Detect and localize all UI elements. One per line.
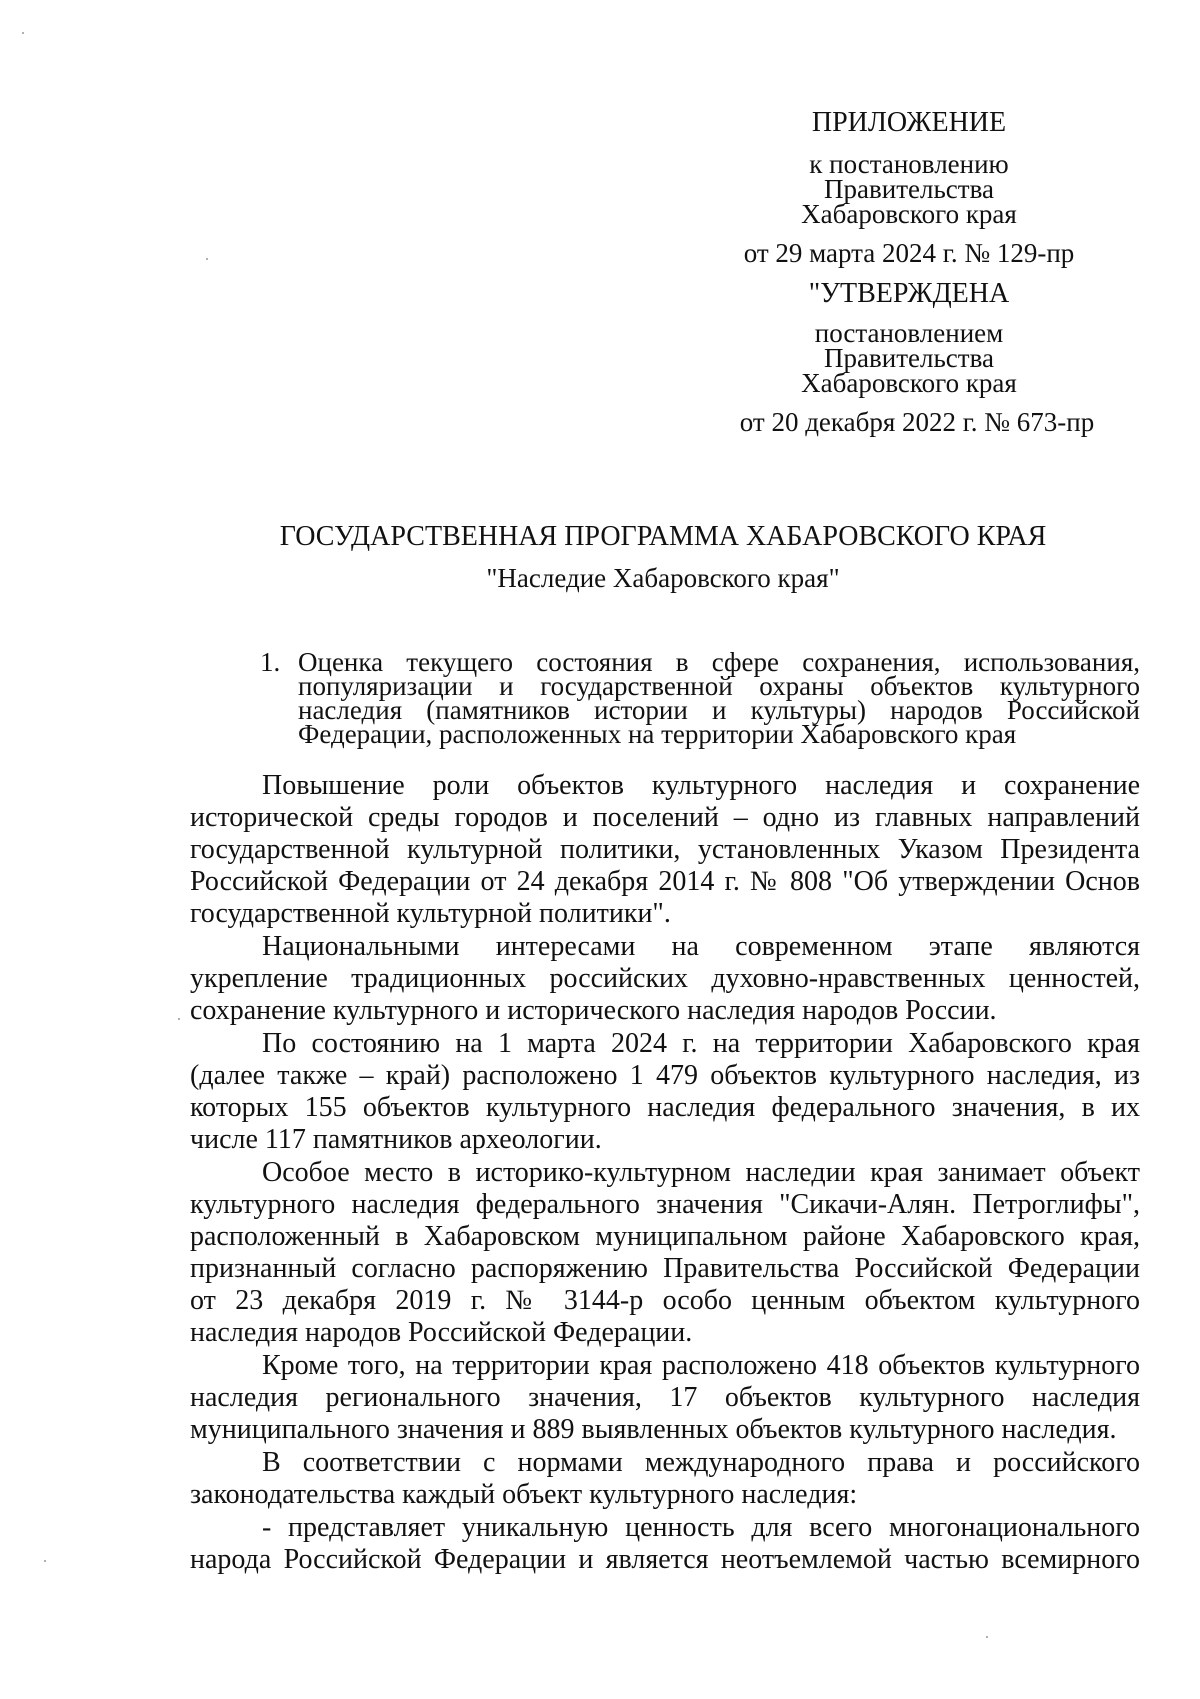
paragraph-line: исторической среды городов и поселений – одно из главных направлений	[190, 802, 1140, 833]
paragraph-line: Кроме того, на территории края расположено 418 объектов культурного	[262, 1350, 1140, 1381]
paragraph-line: государственной культурной политики".	[190, 898, 671, 929]
paragraph	[190, 1028, 1140, 1156]
paragraph-line: которых 155 объектов культурного наследия федерального значения, в их	[190, 1092, 1140, 1123]
paragraph-line: - представляет уникальную ценность для всего многонационального	[262, 1512, 1140, 1543]
section-heading-line: Федерации, расположенных на территории Хабаровского края	[298, 719, 1017, 749]
section-heading-text	[298, 647, 1140, 749]
paragraph-line: числе 117 памятников археологии.	[190, 1124, 602, 1155]
body-text	[190, 770, 1140, 1577]
approved-heading: "УТВЕРЖДЕНА	[808, 278, 1010, 309]
section-number: 1.	[260, 647, 281, 677]
paragraph	[190, 1350, 1140, 1446]
paragraph-line: Особое место в историко-культурном наследии края занимает объект	[262, 1157, 1140, 1188]
appendix-date: от 29 марта 2024 г. № 129-пр	[743, 238, 1075, 268]
paragraph	[190, 1447, 1140, 1511]
paragraph-line: государственной культурной политики, установленных Указом Президента	[190, 834, 1140, 865]
program-subtitle: "Наследие Хабаровского края"	[486, 563, 840, 593]
paragraph-line: от 23 декабря 2019 г. № 3144-р особо ценным объектом культурного	[190, 1285, 1140, 1316]
paragraph-line: признанный согласно распоряжению Правительства Российской Федерации	[190, 1253, 1140, 1284]
approved-block	[739, 278, 1095, 437]
section-heading	[260, 647, 1140, 749]
paragraph	[190, 1512, 1140, 1576]
program-title: ГОСУДАРСТВЕННАЯ ПРОГРАММА ХАБАРОВСКОГО КРАЯ	[279, 521, 1047, 552]
scan-speck	[178, 1018, 180, 1020]
section-heading-line: Оценка текущего состояния в сфере сохранения, использования,	[298, 647, 1140, 677]
paragraph-line: законодательства каждый объект культурного наследия:	[190, 1479, 858, 1510]
section-heading-line: наследия (памятников истории и культуры) народов Российской	[298, 695, 1140, 725]
approved-date: от 20 декабря 2022 г. № 673-пр	[739, 407, 1095, 437]
paragraph-line: укрепление традиционных российских духовно-нравственных ценностей,	[190, 963, 1140, 994]
paragraph-line: (далее также – край) расположено 1 479 объектов культурного наследия, из	[190, 1060, 1140, 1091]
paragraph	[190, 931, 1140, 1027]
approved-line: постановлением	[814, 318, 1004, 348]
paragraph-line: Национальными интересами на современном этапе являются	[262, 931, 1140, 962]
paragraph-line: Российской Федерации от 24 декабря 2014 г. № 808 "Об утверждении Основ	[190, 866, 1140, 897]
scan-speck	[986, 1636, 988, 1638]
paragraph-line: расположенный в Хабаровском муниципальном районе Хабаровского края,	[190, 1221, 1140, 1252]
paragraph-line: наследия регионального значения, 17 объектов культурного наследия	[190, 1382, 1140, 1413]
approved-line: Хабаровского края	[801, 368, 1017, 398]
program-title-block	[190, 521, 1136, 593]
paragraph-line: По состоянию на 1 марта 2024 г. на территории Хабаровского края	[262, 1028, 1140, 1059]
section-heading-line: популяризации и государственной охраны объектов культурного	[298, 671, 1140, 701]
scan-speck	[44, 1560, 46, 1562]
paragraph	[190, 770, 1140, 930]
appendix-block	[740, 108, 1078, 266]
appendix-line: Правительства	[824, 174, 994, 204]
appendix-heading: ПРИЛОЖЕНИЕ	[811, 107, 1007, 138]
paragraph-line: В соответствии с нормами международного права и российского	[262, 1447, 1140, 1478]
scan-speck	[206, 258, 208, 260]
paragraph	[190, 1157, 1140, 1349]
paragraph-line: муниципального значения и 889 выявленных объектов культурного наследия.	[190, 1414, 1117, 1445]
paragraph-line: наследия народов Российской Федерации.	[190, 1317, 693, 1348]
appendix-line: Хабаровского края	[801, 199, 1017, 229]
paragraph-line: Повышение роли объектов культурного наследия и сохранение	[262, 770, 1140, 801]
paragraph-line: культурного наследия федерального значения "Сикачи-Алян. Петроглифы",	[190, 1189, 1140, 1220]
paragraph-line: народа Российской Федерации и является неотъемлемой частью всемирного	[190, 1544, 1140, 1575]
approved-line: Правительства	[824, 343, 994, 373]
paragraph-line: сохранение культурного и исторического наследия народов России.	[190, 995, 997, 1026]
appendix-line: к постановлению	[809, 149, 1009, 179]
scan-speck	[22, 32, 24, 34]
